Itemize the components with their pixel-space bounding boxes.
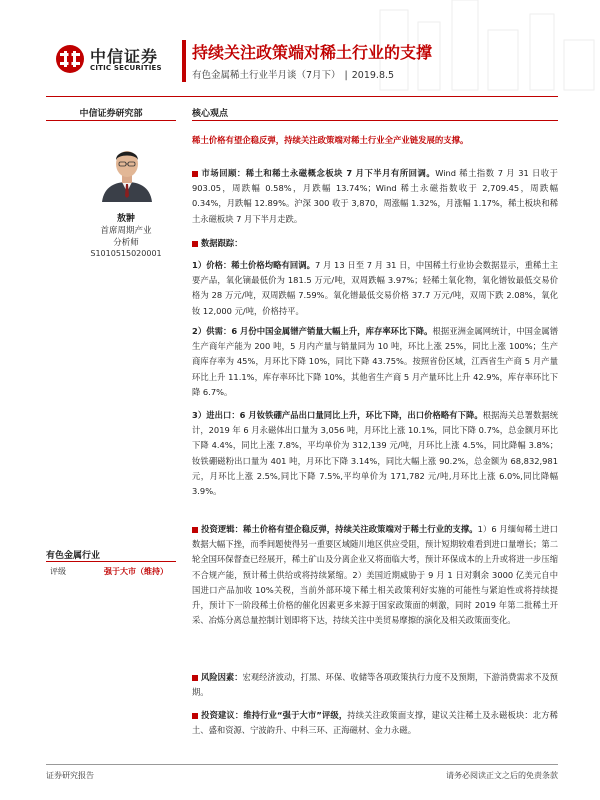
report-subtitle [192,67,394,81]
page-title: 持续关注政策端对稀土行业的支撑 [192,43,433,62]
analyst-name: 敖翀 [116,214,135,224]
data-tracking-heading [192,236,558,251]
header-divider [46,96,558,97]
report-series: 有色金属稀土行业半月谈（7月下） [192,70,341,81]
section-heading: 核心观点 [192,109,229,119]
logo-text-cn: 中信证券 [90,47,159,66]
citic-logo-icon [55,44,85,74]
price-paragraph [192,258,558,319]
analyst-cert-id: S1010515020001 [90,249,162,258]
red-square-bullet-icon [192,713,198,719]
advice-paragraph [192,708,558,738]
advice-label: 投资建议： [201,710,244,720]
analyst-title-line2: 分析师 [113,238,139,248]
report-date: 2019.8.5 [351,70,395,81]
investment-logic-paragraph [192,522,558,628]
trade-text: 根据海关总署数据统计，2019 年 6 月永磁体出口量为 3,056 吨，月环比上涨 10.1%，同比下降 0.7%，总金额月环比下降 4.4%，同比上涨 7.8%，平均单价为 312,139 元/吨，月环比上涨 4.5%，同比降幅 3.8%；钕铁硼磁粉出口量为 401 吨，月环比下降 3.14%，同比大幅上涨 90.2%，总金额为 68,832,981 元，月环比上涨 2.5%,同比下降 7.5%,平均单价为 171,782 元/吨,月环比上涨 6.0%,同比降幅 3.9%。 [192,410,558,497]
section-divider [192,120,558,121]
price-text: 7 月 13 日至 7 月 31 日，中国稀土行业协会数据显示，重稀土主要产品，氧化镝最低价为 181.5 万元/吨，双周跌幅 3.97%；轻稀土氧化物，氧化镨钕最低交易价格为 28 万元/吨，双周跌幅 7.59%。氧化镨最低交易价格 37.7 万元/吨，双周下跌 2.08%，氧化钕 12,000 元/吨，价格持平。 [192,260,559,316]
investment-logic-lead: 稀土价格有望企稳反弹，持续关注政策端对于稀土行业的支撑。 [243,524,478,534]
logo-text-en: CITIC SECURITIES [90,64,162,72]
rating-label: 评级 [50,567,66,576]
industry-label: 有色金属行业 [46,551,101,561]
advice-lead: 维持行业“强于大市”评级， [243,710,348,720]
industry-divider [46,561,176,562]
risk-label: 风险因素： [201,672,243,682]
footer-divider [46,764,558,765]
price-lead: 1）价格：稀土价格均略有回调。 [192,260,315,270]
red-square-bullet-icon [192,675,198,681]
subtitle-separator: | [344,70,348,81]
title-accent-bar [182,40,186,82]
rating-value: 强于大市（维持） [104,567,168,576]
red-square-bullet-icon [192,241,198,247]
footer-disclaimer: 请务必阅读正文之后的免责条款 [446,771,558,780]
trade-lead: 3）进出口：6 月钕铁硼产品出口量同比上升，环比下降，出口价格略有下降。 [192,410,483,420]
risk-paragraph [192,670,558,700]
data-tracking-label: 数据跟踪： [201,238,243,248]
supply-paragraph [192,324,558,400]
summary-text: 稀土价格有望企稳反弹，持续关注政策端对稀土行业全产业链发展的支撑。 [192,135,469,145]
risk-text: 宏观经济波动，打黑、环保、收储等各项政策执行力度不及预期，下游消费需求不及预期。 [192,672,558,698]
market-review-label: 市场回顾： [201,168,246,178]
analyst-avatar [96,140,158,202]
department-divider [46,120,176,121]
department-name: 中信证券研究部 [79,109,143,119]
investment-logic-label: 投资逻辑： [201,524,243,534]
analyst-title-line1: 首席周期产业 [100,226,152,236]
market-review-text: Wind 稀土指数 7 月 31 日收于 903.05，周跌幅 0.58%，月跌幅 13.74%；Wind 稀土永磁指数收于 2,709.45，周跌幅 0.34%，月跌幅 12.89%。沪深 300 收于 3,870，周涨幅 1.32%，月涨幅 1.17%，稀土板块和稀土永磁板块 7 月下半月走跌。 [192,168,558,224]
red-square-bullet-icon [192,527,198,533]
trade-paragraph [192,408,558,499]
investment-logic-text: 1）6 月缅甸稀土进口数据大幅下挫，而季间题使得另一重要区域随川地区供应受阻，预计短期较难看到进口量增长；第二轮全国环保督查已经展开，稀土矿山及分离企业又将面临大考，预计环保成本的上升或将进一步压缩不合规产能，预计稀土供给或将持续紧缩。2）美国近期威胁于 9 月 1 日对剩余 3000 亿美元自中国进口产品加收 10%关税，当前外部环境下稀土相关政策利好实施的可能性与紧迫性或将持续提升，预计下一阶段稀土价格的催化因素更多来源于国家政策面的刺激，同时 2019 年第二批稀土开采、冶炼分离总量控制计划即将下达，持续关注中美贸易摩擦的演化及相关政策面变化。 [192,524,558,626]
market-review-paragraph [192,166,558,227]
market-review-lead: 稀土和稀土永磁概念板块 7 月下半月有所回调。 [245,168,436,178]
supply-text: 根据亚洲金属网统计，中国金属镨生产商年产能为 200 吨，5 月内产量与销量同为 10 吨，环比上涨 25%，同比上涨 100%；生产商库存率为 45%，月环比下降 10%，同比下降 43.75%。按照省份区域，江西省生产商 5 月产量环比上升 11.1%，库存率环比下降 10%，其他省生产商 5 月产量环比上升 42.9%，库存率环比下降 6.7%。 [192,326,558,397]
footer-left-text: 证券研究报告 [46,771,94,780]
advice-text: 持续关注政策面支撑，建议关注稀土及永磁板块：北方稀土、盛和资源、宁波韵升、中科三环、正海磁材、金力永磁。 [192,710,558,736]
supply-lead: 2）供需：6 月份中国金属镨产销量大幅上升，库存率环比下降。 [192,326,433,336]
red-square-bullet-icon [192,171,198,177]
